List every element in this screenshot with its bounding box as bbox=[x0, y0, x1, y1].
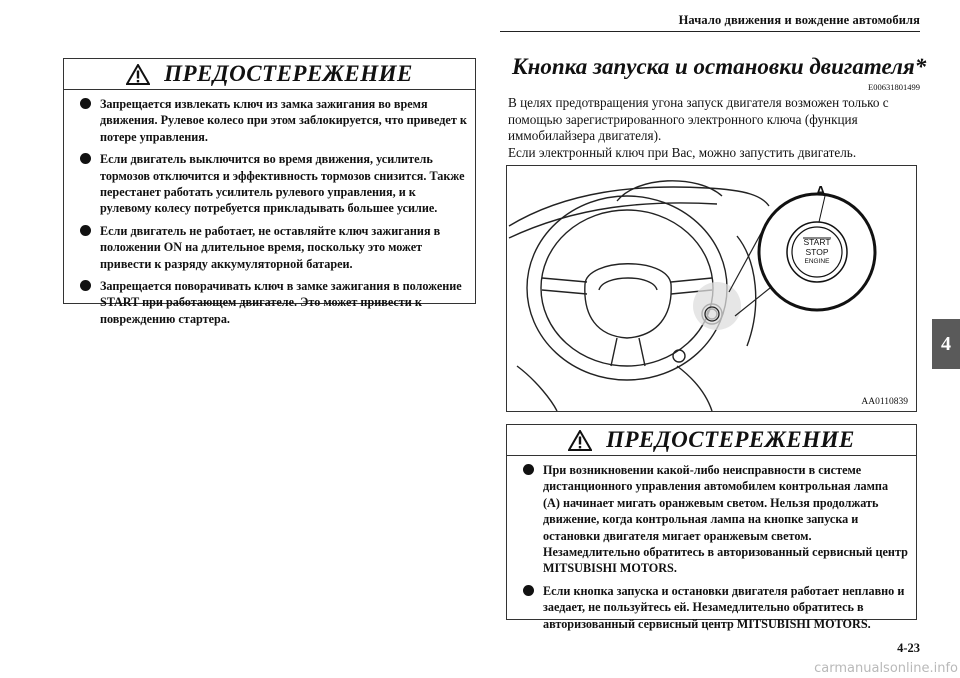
bullet-icon bbox=[80, 98, 91, 109]
button-text-stop: STOP bbox=[805, 246, 829, 257]
warning-item: Если кнопка запуска и остановки двигателя работает неплавно и заедает, не пользуйтесь ей. Незамедлительно обратитесь в авторизованный сервисный центр MITSUBISHI MOTORS. bbox=[521, 583, 908, 632]
section-title: Кнопка запуска и остановки двигателя* bbox=[512, 54, 927, 79]
warning-title-right bbox=[507, 425, 916, 456]
warning-item: Запрещается поворачивать ключ в замке зажигания в положение START при работающем двигателе. Это может привести к повреждению стартера. bbox=[78, 278, 467, 327]
warning-list-right bbox=[507, 456, 916, 632]
warning-triangle-icon bbox=[126, 64, 150, 85]
dashboard-illustration bbox=[506, 165, 917, 412]
bullet-icon bbox=[80, 280, 91, 291]
body-paragraph: Если электронный ключ при Вас, можно запустить двигатель. bbox=[508, 144, 857, 160]
warning-list-left bbox=[64, 90, 475, 327]
warning-box-right bbox=[506, 424, 917, 631]
warning-title-text: ПРЕДОСТЕРЕЖЕНИЕ bbox=[606, 427, 855, 452]
section-body bbox=[508, 95, 928, 161]
warning-triangle-icon bbox=[568, 430, 592, 451]
bullet-icon bbox=[80, 153, 91, 164]
warning-box-left bbox=[63, 58, 476, 326]
bullet-icon bbox=[80, 225, 91, 236]
steering-wheel-illustration bbox=[507, 166, 916, 411]
warning-title-text: ПРЕДОСТЕРЕЖЕНИЕ bbox=[164, 61, 413, 86]
warning-title-left bbox=[64, 59, 475, 90]
button-text-engine: ENGINE bbox=[804, 258, 830, 265]
callout-label-a: A bbox=[816, 183, 826, 198]
watermark: carmanualsonline.info bbox=[814, 661, 958, 676]
body-paragraph: В целях предотвращения угона запуск двигателя возможен только с помощью зарегистрированного электронного ключа (функция иммобилайзера двигателя). bbox=[508, 95, 889, 143]
button-text-start: START bbox=[803, 237, 831, 247]
figure-caption: AA0110839 bbox=[861, 397, 908, 407]
page-number: 4-23 bbox=[897, 641, 920, 655]
running-header: Начало движения и вождение автомобиля bbox=[678, 13, 920, 27]
section-code: E00631801499 bbox=[868, 82, 920, 92]
warning-item: Если двигатель выключится во время движения, усилитель тормозов отключится и эффективность тормозов снизится. Также перестанет работать усилитель рулевого управления, и к рулевому колесу потребуется прикладывать большее усилие. bbox=[78, 151, 467, 217]
bullet-icon bbox=[523, 585, 534, 596]
start-stop-button-label bbox=[789, 238, 845, 267]
warning-item: Если двигатель не работает, не оставляйте ключ зажигания в положении ON на длительное время, поскольку это может привести к разряду аккумуляторной батареи. bbox=[78, 223, 467, 272]
warning-item: Запрещается извлекать ключ из замка зажигания во время движения. Рулевое колесо при этом заблокируется, что приведет к потере управления. bbox=[78, 96, 467, 145]
warning-item: При возникновении какой-либо неисправности в системе дистанционного управления автомобилем контрольная лампа (A) начинает мигать оранжевым светом. Нельзя продолжать движение, когда контрольная лампа на кнопке запуска и остановки двигателя мигает оранжевым светом. Незамедлительно обратитесь в авторизованный сервисный центр MITSUBISHI MOTORS. bbox=[521, 462, 908, 577]
chapter-tab: 4 bbox=[932, 319, 960, 369]
bullet-icon bbox=[523, 464, 534, 475]
header-rule bbox=[500, 31, 920, 32]
